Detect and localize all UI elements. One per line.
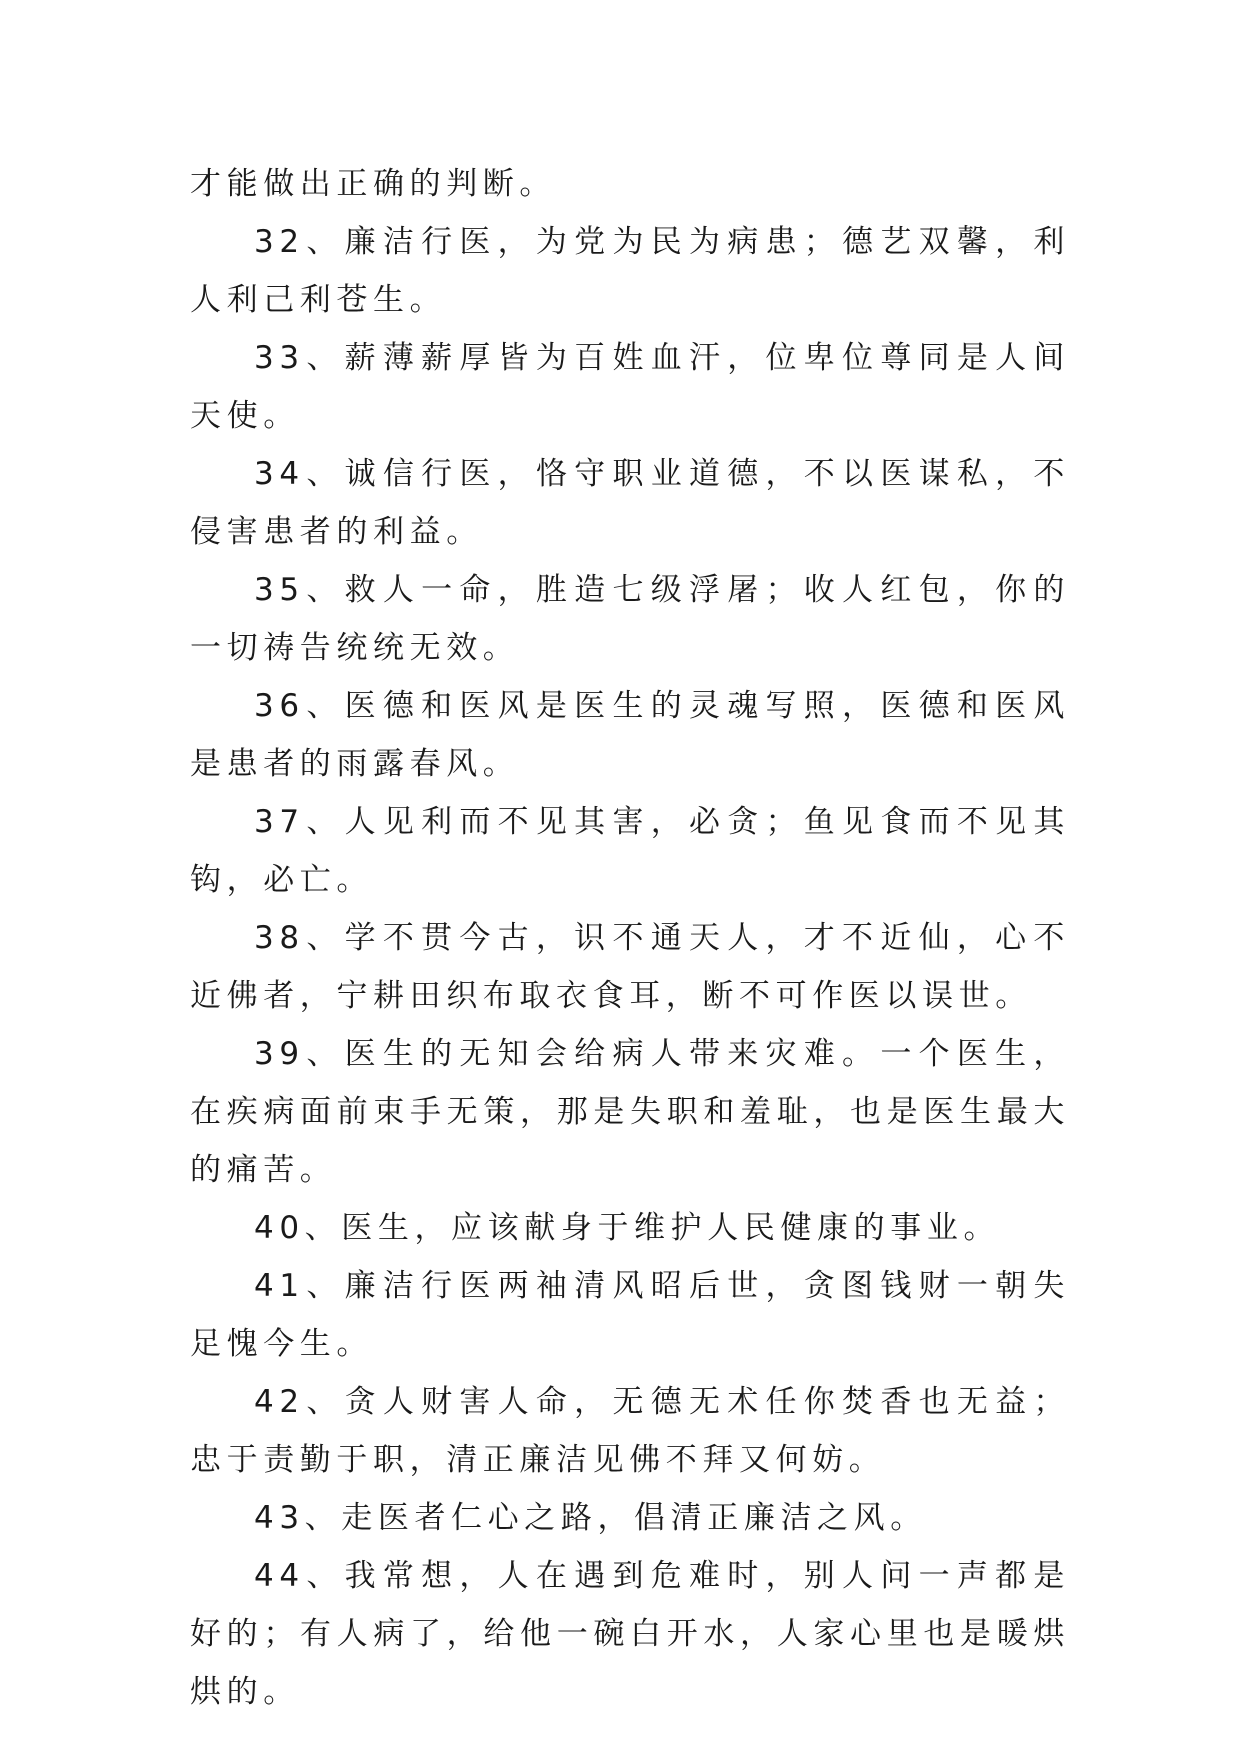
paragraph-39: 39、医生的无知会给病人带来灾难。一个医生，在疾病面前束手无策，那是失职和羞耻，也是医生最大的痛苦。 [190,1036,1070,1188]
paragraph-44: 44、我常想，人在遇到危难时，别人问一声都是好的；有人病了，给他一碗白开水，人家心里也是暖烘烘的。 [190,1558,1070,1710]
paragraph-35: 35、救人一命，胜造七级浮屠；收人红包，你的一切祷告统统无效。 [190,572,1070,666]
paragraph-42: 42、贪人财害人命，无德无术任你焚香也无益；忠于责勤于职，清正廉洁见佛不拜又何妨。 [190,1384,1070,1478]
paragraph-38: 38、学不贯今古，识不通天人，才不近仙，心不近佛者，宁耕田织布取衣食耳，断不可作医以误世。 [190,920,1070,1014]
paragraph-32: 32、廉洁行医，为党为民为病患；德艺双馨，利人利己利苍生。 [190,224,1070,318]
paragraph-40: 40、医生，应该献身于维护人民健康的事业。 [254,1210,1001,1246]
paragraph-36: 36、医德和医风是医生的灵魂写照，医德和医风是患者的雨露春风。 [190,688,1070,782]
paragraph-37: 37、人见利而不见其害，必贪；鱼见食而不见其钩，必亡。 [190,804,1070,898]
paragraph-continuation: 才能做出正确的判断。 [190,166,556,202]
paragraph-33: 33、薪薄薪厚皆为百姓血汗，位卑位尊同是人间天使。 [190,340,1070,434]
paragraph-34: 34、诚信行医，恪守职业道德，不以医谋私，不侵害患者的利益。 [190,456,1070,550]
paragraph-41: 41、廉洁行医两袖清风昭后世，贪图钱财一朝失足愧今生。 [190,1268,1070,1362]
document-body [190,155,1070,1721]
paragraph-43: 43、走医者仁心之路，倡清正廉洁之风。 [254,1500,927,1536]
